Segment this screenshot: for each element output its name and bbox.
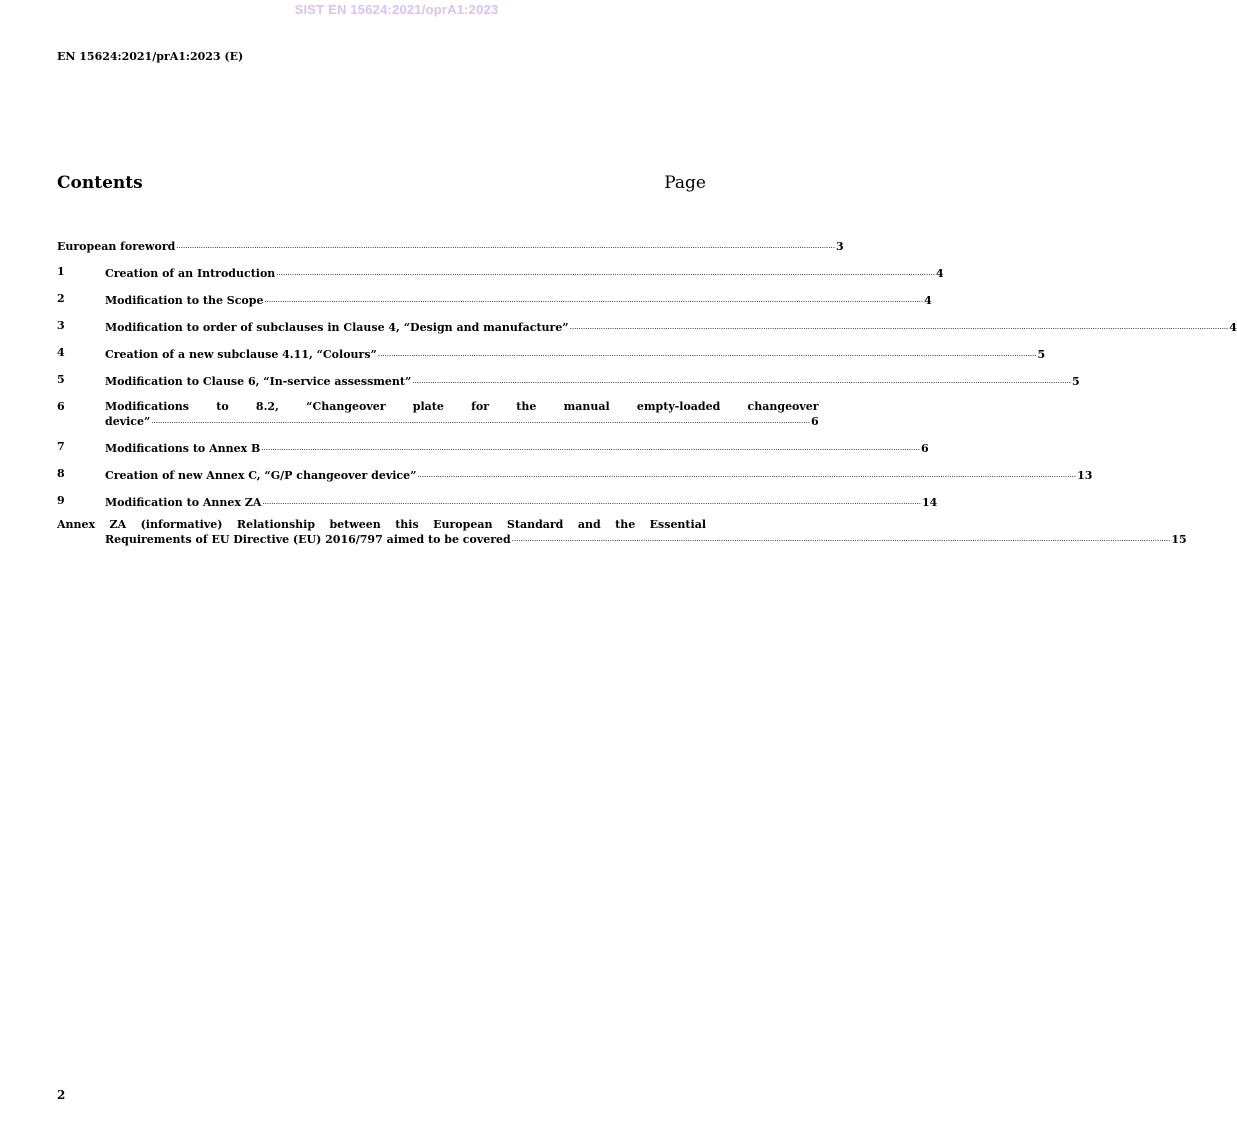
toc-title: Modification to order of subclauses in Clause 4, “Design and manufacture” <box>105 321 569 334</box>
toc-page: 6 <box>920 442 929 455</box>
toc-entry-5[interactable] <box>57 373 1080 388</box>
toc-entry-4[interactable] <box>57 346 1046 361</box>
toc-number: 4 <box>57 346 65 359</box>
toc-page: 15 <box>1171 533 1187 546</box>
page-column-label: Page <box>664 173 706 193</box>
leader-dots <box>176 238 835 253</box>
toc-title: European foreword <box>57 240 176 253</box>
toc-number: 1 <box>57 265 65 278</box>
toc-annex-title-line1: Annex ZA (informative) Relationship between this European Standard and the Essential <box>57 518 706 531</box>
page-number: 2 <box>57 1088 66 1102</box>
toc-entry-6[interactable] <box>57 400 819 428</box>
toc-entry-9[interactable] <box>57 494 938 509</box>
toc-annex-title-line2: Requirements of EU Directive (EU) 2016/797 aimed to be covered <box>105 533 511 546</box>
toc-page: 6 <box>810 415 819 428</box>
toc-entry-7[interactable] <box>57 440 929 455</box>
toc-number: 6 <box>57 400 65 413</box>
toc-title-line2: device” <box>105 415 151 428</box>
toc-title-line1: Modifications to 8.2, “Changeover plate for the manual empty-loaded changeover <box>105 400 819 413</box>
toc-title: Creation of a new subclause 4.11, “Colours” <box>105 348 377 361</box>
toc-entry-1[interactable] <box>57 265 944 280</box>
leader-dots <box>412 373 1071 388</box>
toc-page: 4 <box>1229 321 1237 334</box>
toc-page: 13 <box>1077 469 1093 482</box>
toc-number: 8 <box>57 467 65 480</box>
leader-dots <box>151 413 810 428</box>
watermark: SIST EN 15624:2021/oprA1:2023 <box>294 2 499 17</box>
toc-entry-3[interactable] <box>57 319 1237 334</box>
toc-entry-annex-za[interactable] <box>57 518 1187 546</box>
toc-page: 3 <box>835 240 844 253</box>
toc-title: Modifications to Annex B <box>105 442 261 455</box>
toc-page: 4 <box>924 294 932 307</box>
toc-title: Creation of an Introduction <box>105 267 276 280</box>
leader-dots <box>378 346 1037 361</box>
toc-entry-8[interactable] <box>57 467 1093 482</box>
toc-entry-2[interactable] <box>57 292 932 307</box>
toc-number: 9 <box>57 494 65 507</box>
leader-dots <box>261 440 920 455</box>
toc-page: 5 <box>1037 348 1046 361</box>
toc-page: 5 <box>1071 375 1080 388</box>
toc-number: 3 <box>57 319 65 332</box>
toc-title: Modification to Annex ZA <box>105 496 262 509</box>
toc-number: 7 <box>57 440 65 453</box>
toc-number: 2 <box>57 292 65 305</box>
leader-dots <box>570 319 1229 334</box>
table-of-contents <box>57 238 1237 546</box>
toc-title: Creation of new Annex C, “G/P changeover device” <box>105 469 417 482</box>
toc-title: Modification to Clause 6, “In-service assessment” <box>105 375 412 388</box>
toc-page: 14 <box>922 496 938 509</box>
toc-page: 4 <box>935 267 944 280</box>
toc-number: 5 <box>57 373 65 386</box>
leader-dots <box>264 292 923 307</box>
document-header: EN 15624:2021/prA1:2023 (E) <box>57 50 244 63</box>
leader-dots <box>512 531 1171 546</box>
leader-dots <box>262 494 921 509</box>
toc-entry-foreword[interactable] <box>57 238 844 253</box>
toc-title: Modification to the Scope <box>105 294 264 307</box>
contents-title: Contents <box>57 173 143 193</box>
leader-dots <box>276 265 935 280</box>
leader-dots <box>417 467 1076 482</box>
